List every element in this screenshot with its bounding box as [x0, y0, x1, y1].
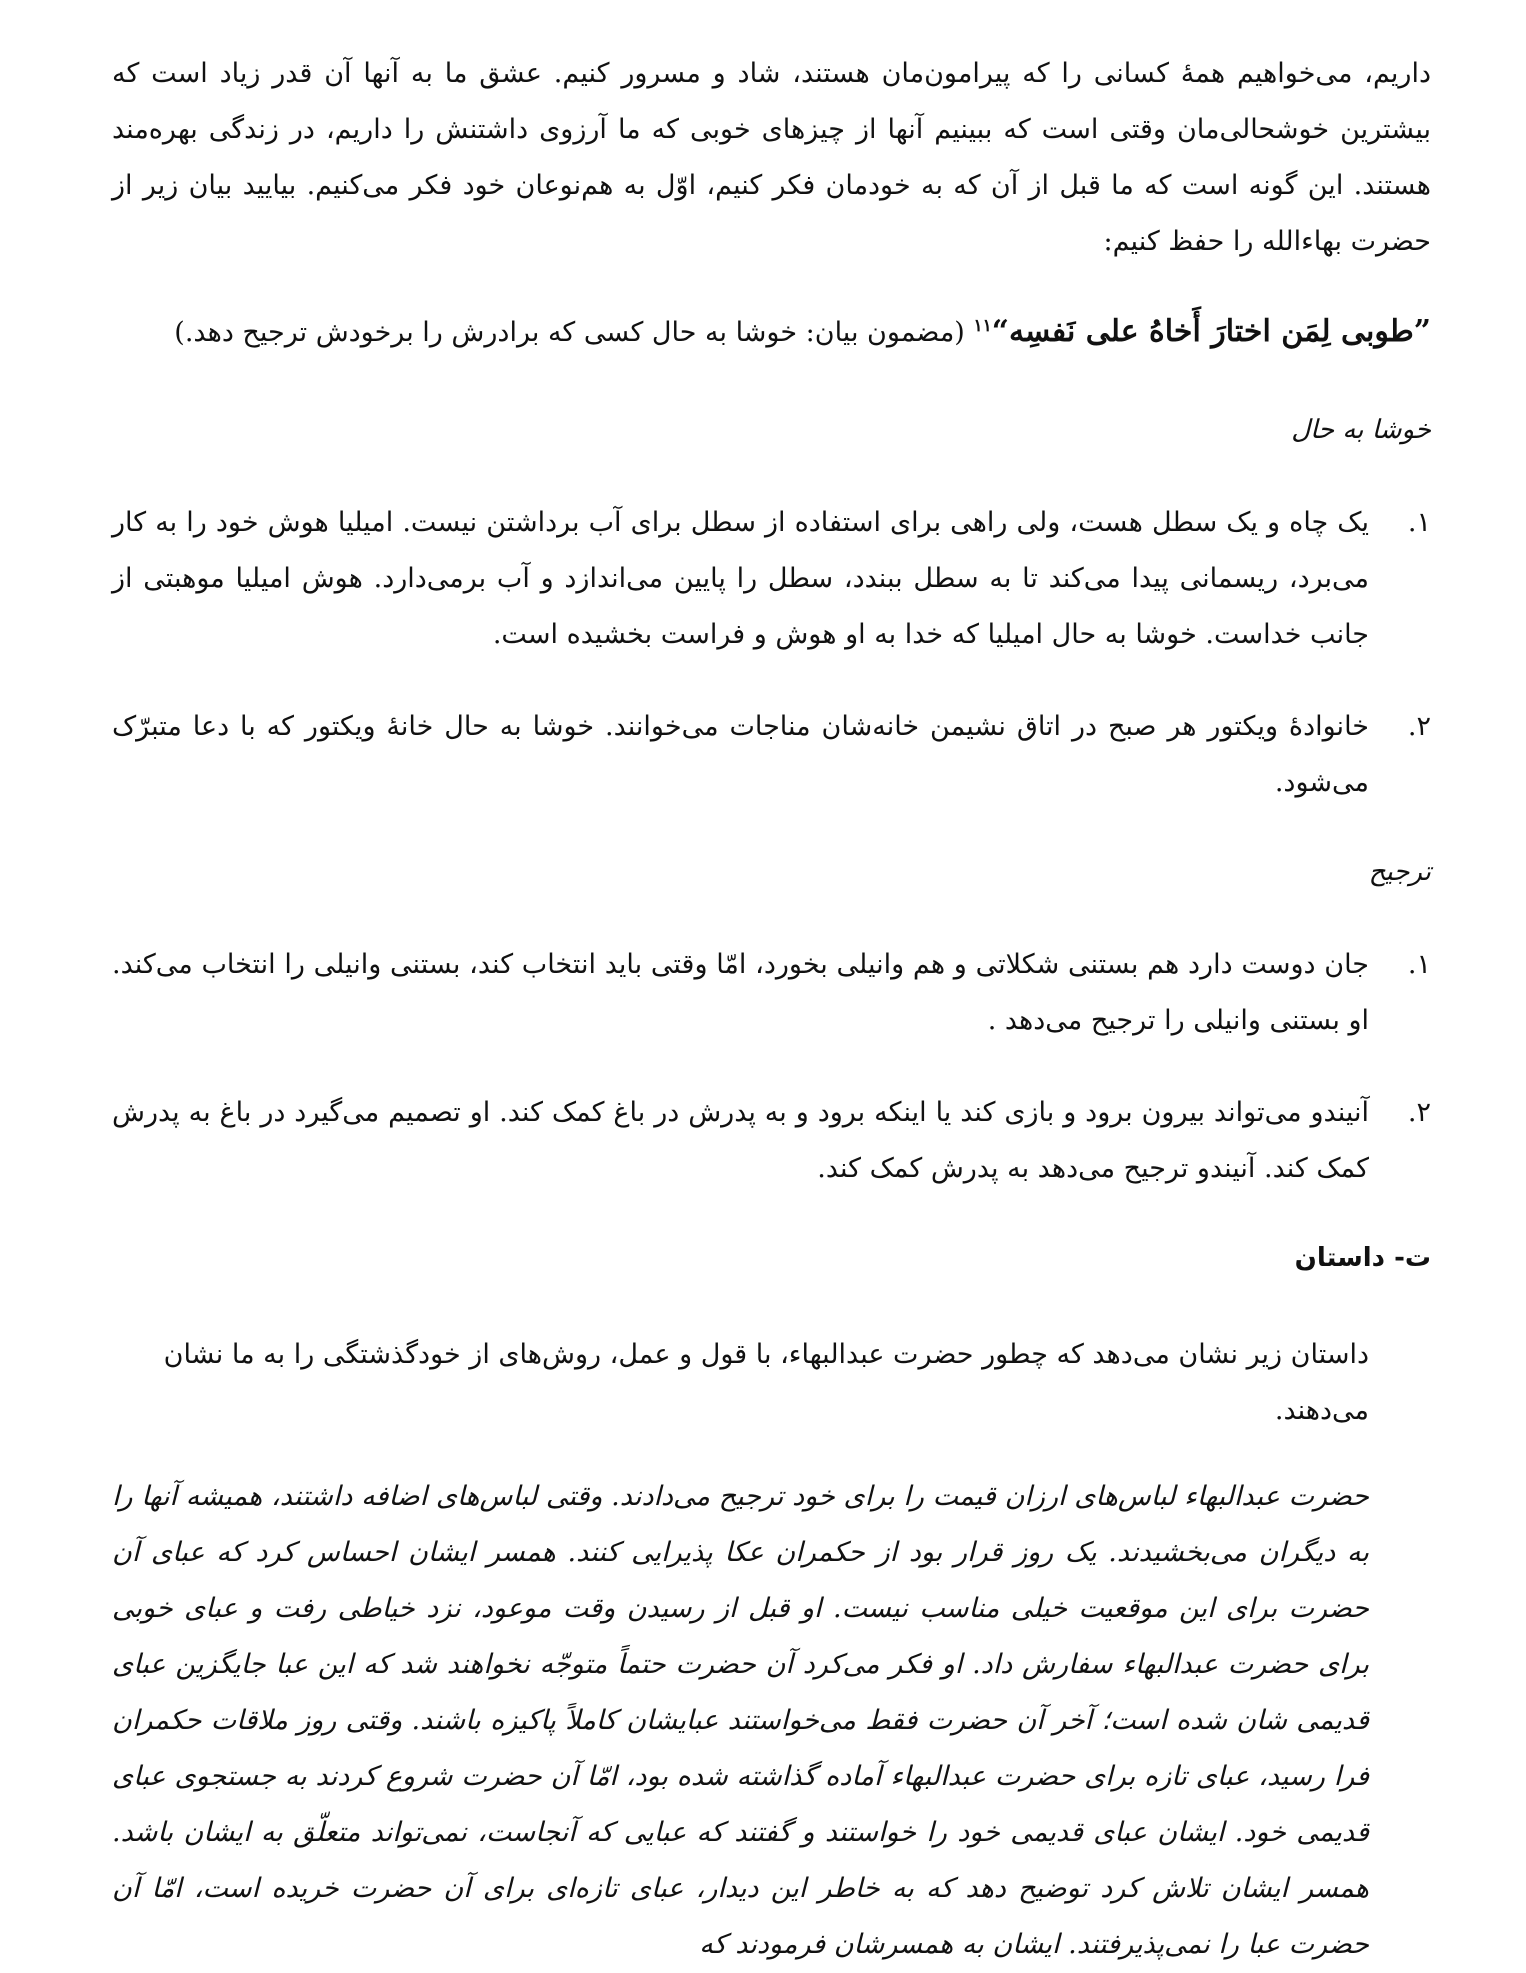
list-text: جان دوست دارد هم بستنی شکلاتی و هم وانیلی بخورد، امّا وقتی باید انتخاب کند، بستنی وانیلی را انتخاب می‌کند. او بستنی وانیلی را ترجیح می‌دهد .: [112, 949, 1369, 1036]
subheading-prefer: ترجیح: [1368, 857, 1431, 887]
footnote-marker: ۱۱: [973, 316, 992, 336]
story-intro: داستان زیر نشان می‌دهد که چطور حضرت عبدالبهاء، با قول و عمل، روش‌های از خودگذشتگی را به ما نشان می‌دهند.: [163, 1339, 1369, 1426]
list-number: ۱.: [1407, 949, 1431, 980]
list-item: [112, 495, 1431, 663]
list-number: ۲.: [1407, 1097, 1431, 1128]
quote-arabic: ”طوبی لِمَن اختارَ أَخاهُ علی نَفسِه“: [991, 314, 1431, 349]
blessed-list: [112, 495, 1431, 811]
list-text: خانوادهٔ ویکتور هر صبح در اتاق نشیمن خانه‌شان مناجات می‌خوانند. خوشا به حال خانهٔ ویکتور که با دعا متبرّک می‌شود.: [112, 711, 1369, 798]
list-number: ۱.: [1407, 507, 1431, 538]
intro-paragraph: داریم، می‌خواهیم همهٔ کسانی را که پیرامون‌مان هستند، شاد و مسرور کنیم. عشق ما به آنها آن قدر زیاد است که بیشترین خوشحالی‌مان وقتی است که ببینیم آنها از چیزهای خوبی که ما آرزوی داشتنش را داریم، در زندگی بهره‌مند هستند. این گونه است که ما قبل از آن که به خودمان فکر کنیم، اوّل به هم‌نوعان خود فکر می‌کنیم. بیایید بیان زیر از حضرت بهاءالله را حفظ کنیم:: [112, 58, 1431, 257]
quote-meaning: (مضمون بیان: خوشا به حال کسی که برادرش را برخودش ترجیح دهد.): [174, 317, 965, 348]
list-item: [112, 699, 1431, 811]
list-text: آنیندو می‌تواند بیرون برود و بازی کند یا اینکه برود و به پدرش در باغ کمک کند. او تصمیم می‌گیرد در باغ به پدرش کمک کند. آنیندو ترجیح می‌دهد به پدرش کمک کند.: [112, 1097, 1369, 1184]
document-page: [112, 46, 1431, 1973]
list-number: ۲.: [1407, 711, 1431, 742]
list-item: [112, 1085, 1431, 1197]
subheading-blessed: خوشا به حال: [1291, 415, 1431, 445]
story-body: حضرت عبدالبهاء لباس‌های ارزان قیمت را برای خود ترجیح می‌دادند. وقتی لباس‌های اضافه داشتند، همیشه آنها را به دیگران می‌بخشیدند. یک روز قرار بود از حکمران عکا پذیرایی کنند. همسر ایشان احساس کرد که عبای آن حضرت برای این موقعیت خیلی مناسب نیست. او قبل از رسیدن وقت موعود، نزد خیاطی رفت و عبای خوبی برای حضرت عبدالبهاء سفارش داد. او فکر می‌کرد آن حضرت حتماً متوجّه نخواهند شد که این عبا جایگزین عبای قدیمی شان شده است؛ آخر آن حضرت فقط می‌خواستند عبایشان کاملاً پاکیزه باشند. وقتی روز ملاقات حکمران فرا رسید، عبای تازه برای حضرت عبدالبهاء آماده گذاشته شده بود، امّا آن حضرت شروع کردند به جستجوی عبای قدیمی خود. ایشان عبای قدیمی خود را خواستند و گفتند که عبایی که آنجاست، نمی‌تواند متعلّق به ایشان باشد. همسر ایشان تلاش کرد توضیح دهد که به خاطر این دیدار، عبای تازه‌ای برای آن حضرت خریده است، امّا آن حضرت عبا را نمی‌پذیرفتند. ایشان به همسرشان فرمودند که: [112, 1481, 1369, 1960]
list-text: یک چاه و یک سطل هست، ولی راهی برای استفاده از سطل برای آب برداشتن نیست. امیلیا هوش خود را به کار می‌برد، ریسمانی پیدا می‌کند تا به سطل ببندد، سطل را پایین می‌اندازد و آب برمی‌دارد. هوش امیلیا موهبتی از جانب خداست. خوشا به حال امیلیا که خدا به او هوش و فراست بخشیده است.: [112, 507, 1369, 650]
list-item: [112, 937, 1431, 1049]
quote-line: [112, 298, 1431, 361]
section-heading-story: ت- داستان: [1294, 1243, 1431, 1273]
prefer-list: [112, 937, 1431, 1197]
